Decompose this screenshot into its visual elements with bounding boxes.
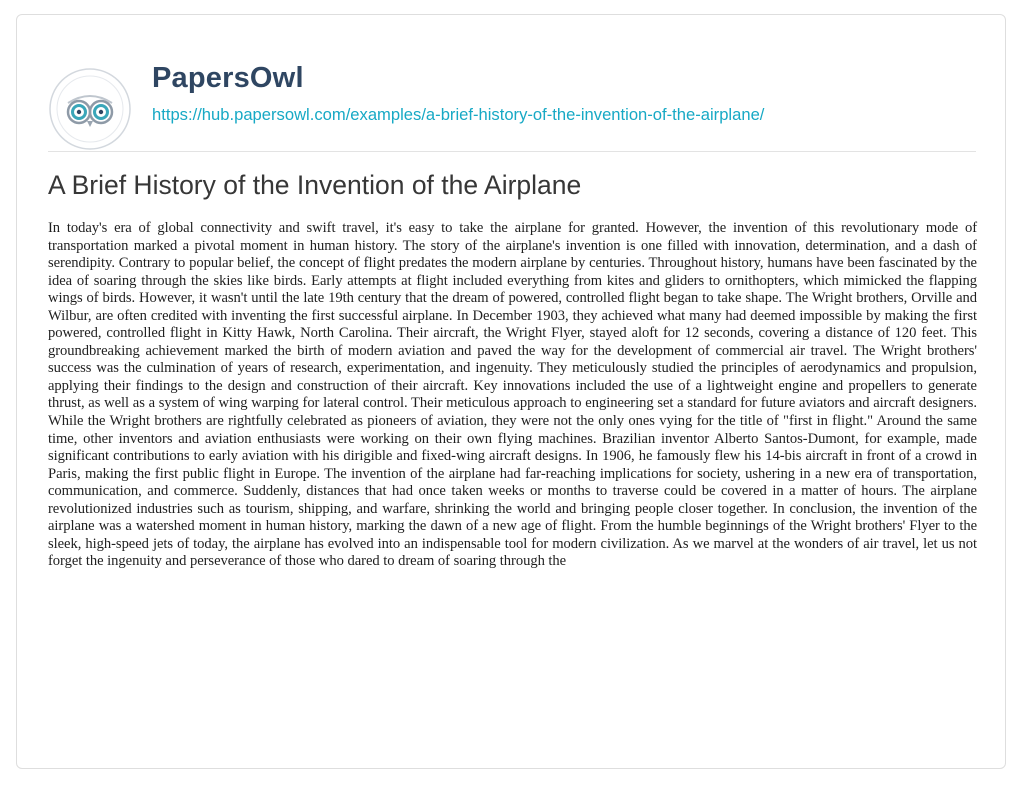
source-url-link[interactable]: https://hub.papersowl.com/examples/a-brief-history-of-the-invention-of-the-airplane/ (152, 105, 765, 124)
site-header (48, 58, 948, 138)
header-divider (48, 151, 976, 152)
article-body: In today's era of global connectivity and swift travel, it's easy to take the airplane for granted. However, the invention of this revolutionary mode of transportation marked a pivotal moment in human history. The story of the airplane's invention is one filled with innovation, determination, and a dash of serendipity. Contrary to popular belief, the concept of flight predates the modern airplane by centuries. Throughout history, humans have been fascinated by the idea of soaring through the skies like birds. Early attempts at flight included everything from kites and gliders to ornithopters, which mimicked the flapping wings of birds. However, it wasn't until the late 19th century that the dream of powered, controlled flight began to take shape. The Wright brothers, Orville and Wilbur, are often credited with inventing the first successful airplane. In December 1903, they achieved what many had deemed impossible by making the first powered, controlled flight in Kitty Hawk, North Carolina. Their aircraft, the Wright Flyer, stayed aloft for 12 seconds, covering a distance of 120 feet. This groundbreaking achievement marked the birth of modern aviation and paved the way for the development of commercial air travel. The Wright brothers' success was the culmination of years of research, experimentation, and ingenuity. They meticulously studied the principles of aerodynamics and propulsion, applying their findings to the design and construction of their aircraft. Key innovations included the use of a lightweight engine and propellers to generate thrust, as well as a system of wing warping for lateral control. Their meticulous approach to engineering set a standard for future aviators and aircraft designers. While the Wright brothers are rightfully celebrated as pioneers of aviation, they were not the only ones vying for the title of "first in flight." Around the same time, other inventors and aviation enthusiasts were working on their own flying machines. Brazilian inventor Alberto Santos-Dumont, for example, made significant contributions to early aviation with his dirigible and fixed-wing aircraft designs. In 1906, he famously flew his 14-bis aircraft in front of a crowd in Paris, making the first public flight in Europe. The invention of the airplane had far-reaching implications for society, ushering in a new era of transportation, communication, and commerce. Suddenly, distances that had once taken weeks or months to traverse could be covered in a matter of hours. The airplane revolutionized industries such as tourism, shipping, and warfare, shrinking the world and bringing people closer together. In conclusion, the invention of the airplane was a watershed moment in human history, marking the dawn of a new age of flight. From the humble beginnings of the Wright brothers' Flyer to the sleek, high-speed jets of today, the airplane has evolved into an indispensable tool for modern civilization. As we marvel at the wonders of air travel, let us not forget the ingenuity and perseverance of those who dared to dream of soaring through the (48, 220, 977, 570)
owl-logo-icon (48, 67, 132, 151)
article-title: A Brief History of the Invention of the Airplane (48, 170, 582, 200)
brand-name[interactable]: PapersOwl (152, 62, 304, 94)
